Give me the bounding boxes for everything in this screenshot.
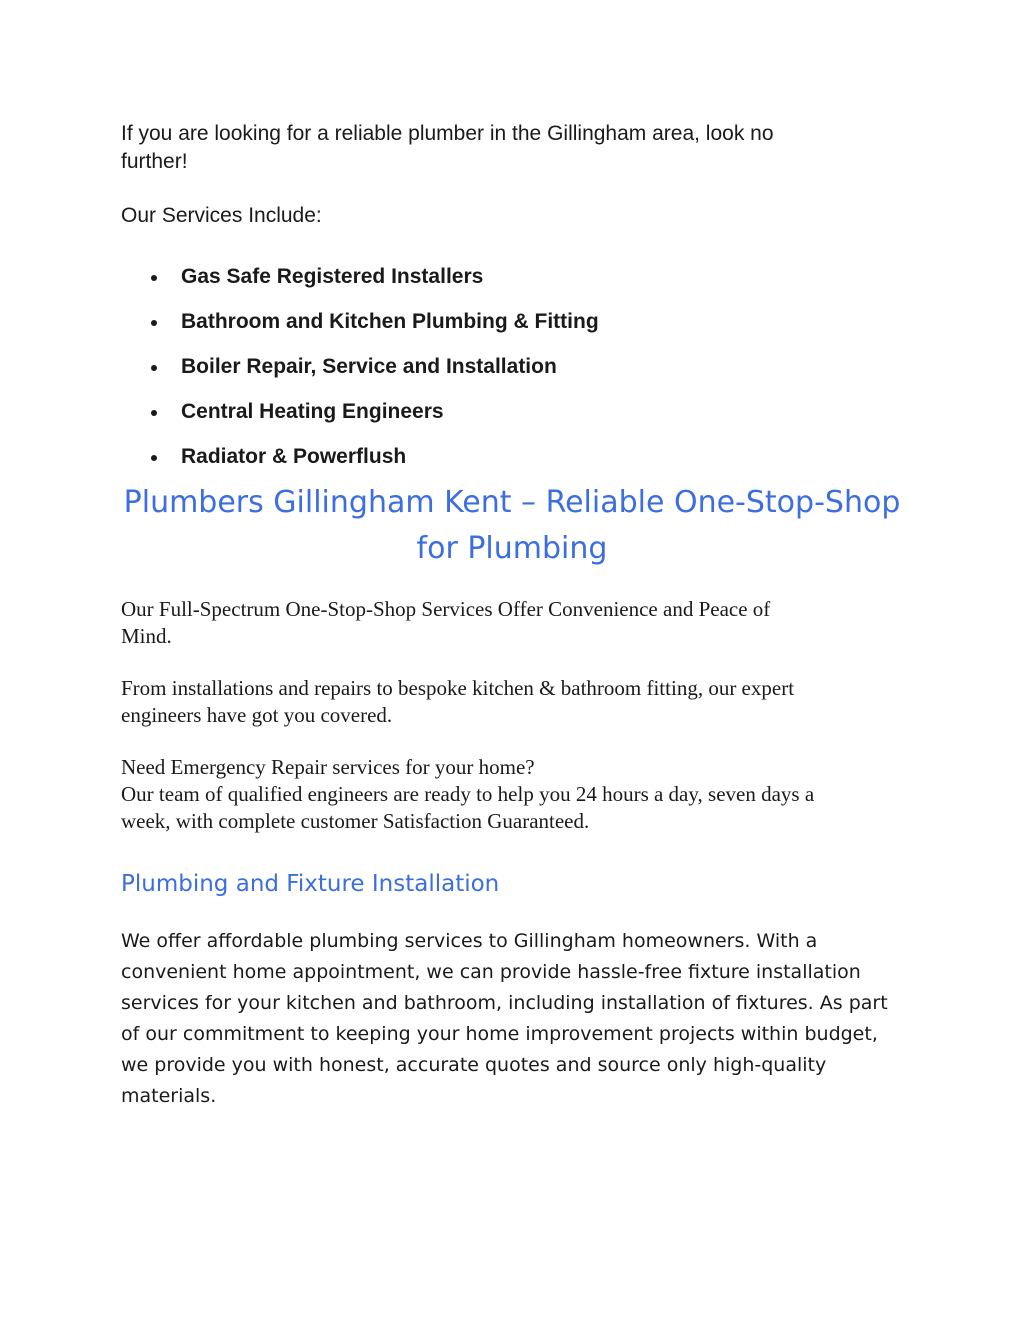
main-title-line-2: for Plumbing	[416, 531, 608, 566]
body-line: We offer affordable plumbing services to Gillingham homeowners. With a	[121, 930, 818, 952]
service-label: Bathroom and Kitchen Plumbing & Fitting	[181, 310, 599, 333]
section-title: Plumbing and Fixture Installation	[121, 871, 500, 897]
emergency-paragraph	[121, 754, 911, 835]
main-title-line-1: Plumbers Gillingham Kent – Reliable One-Stop-Shop	[123, 485, 901, 520]
paragraph-line: week, with complete customer Satisfaction Guaranteed.	[121, 809, 590, 833]
service-label: Gas Safe Registered Installers	[181, 265, 484, 288]
services-list	[145, 262, 599, 487]
paragraph-line: Mind.	[121, 624, 172, 648]
main-title	[100, 480, 924, 572]
paragraph-line: Our Full-Spectrum One-Stop-Shop Services Offer Convenience and Peace of	[121, 597, 771, 621]
paragraph-line: From installations and repairs to bespoke kitchen & bathroom fitting, our expert	[121, 676, 795, 700]
bullet-icon	[151, 320, 157, 326]
intro-paragraph	[121, 120, 881, 176]
intro-line-2: further!	[121, 150, 188, 173]
body-line: of our commitment to keeping your home improvement projects within budget,	[121, 1023, 878, 1045]
list-item	[145, 307, 599, 352]
list-item	[145, 262, 599, 307]
paragraph-line: Our team of qualified engineers are ready to help you 24 hours a day, seven days a	[121, 782, 815, 806]
service-label: Central Heating Engineers	[181, 400, 444, 423]
list-item	[145, 352, 599, 397]
bullet-icon	[151, 455, 157, 461]
body-line: services for your kitchen and bathroom, including installation of fixtures. As part	[121, 992, 888, 1014]
body-line: materials.	[121, 1085, 217, 1107]
service-label: Boiler Repair, Service and Installation	[181, 355, 557, 378]
section-body	[121, 926, 901, 1112]
installations-paragraph	[121, 675, 911, 729]
services-heading: Our Services Include:	[121, 204, 322, 227]
convenience-paragraph	[121, 596, 911, 650]
body-line: convenient home appointment, we can provide hassle-free fixture installation	[121, 961, 861, 983]
bullet-icon	[151, 410, 157, 416]
list-item	[145, 397, 599, 442]
bullet-icon	[151, 365, 157, 371]
body-line: we provide you with honest, accurate quotes and source only high-quality	[121, 1054, 827, 1076]
paragraph-line: Need Emergency Repair services for your home?	[121, 755, 535, 779]
bullet-icon	[151, 275, 157, 281]
paragraph-line: engineers have got you covered.	[121, 703, 393, 727]
service-label: Radiator & Powerflush	[181, 445, 407, 468]
intro-line-1: If you are looking for a reliable plumber in the Gillingham area, look no	[121, 122, 774, 145]
